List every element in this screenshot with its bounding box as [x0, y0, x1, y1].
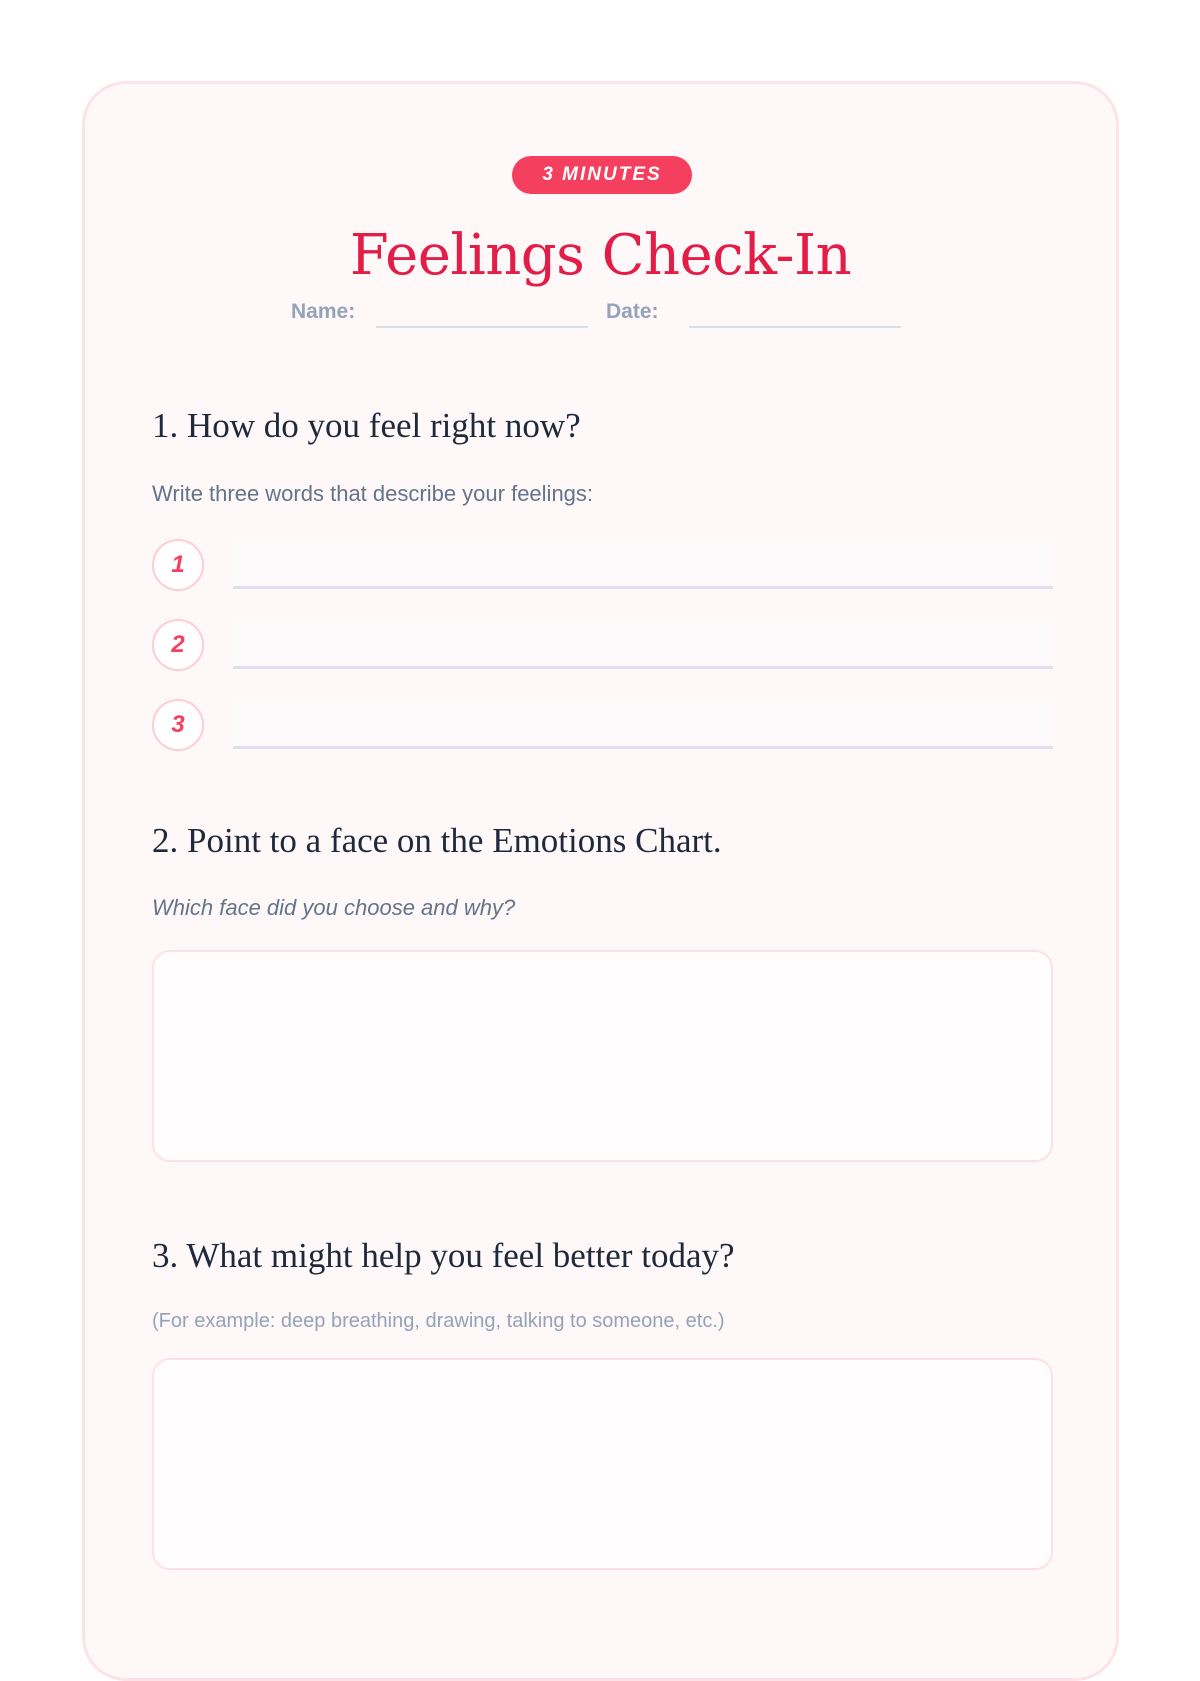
feeling-word-1-input[interactable] [233, 539, 1053, 589]
time-badge: 3 MINUTES [512, 156, 692, 194]
date-line[interactable] [689, 326, 901, 328]
question-3-title: 3. What might help you feel better today? [152, 1236, 735, 1275]
question-2-title: 2. Point to a face on the Emotions Chart. [152, 821, 722, 860]
page-title: Feelings Check-In [349, 223, 852, 288]
name-line[interactable] [376, 326, 588, 328]
question-2-subtitle: Which face did you choose and why? [152, 895, 516, 920]
feeling-word-3-input[interactable] [233, 699, 1053, 749]
word-number-1: 1 [152, 539, 204, 591]
question-2-answer[interactable] [152, 950, 1053, 1162]
worksheet-card [82, 81, 1119, 1681]
question-3-subtitle: (For example: deep breathing, drawing, talking to someone, etc.) [152, 1310, 725, 1332]
word-number-3: 3 [152, 699, 204, 751]
question-1-title: 1. How do you feel right now? [152, 406, 581, 445]
name-label: Name: [291, 300, 356, 323]
question-1-subtitle: Write three words that describe your feelings: [152, 481, 594, 506]
question-3-answer[interactable] [152, 1358, 1053, 1570]
feeling-word-2-input[interactable] [233, 619, 1053, 669]
word-number-2: 2 [152, 619, 204, 671]
date-label: Date: [606, 300, 659, 323]
